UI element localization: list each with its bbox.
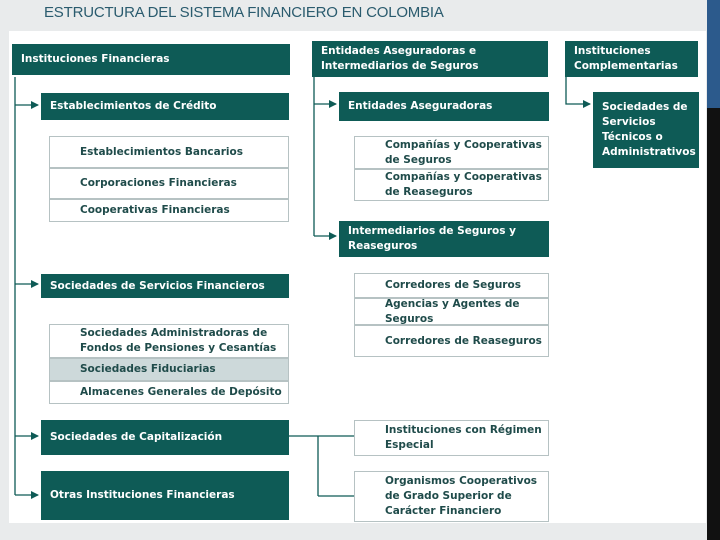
item-companias-seguros: Compañías y Cooperativas de Seguros: [354, 136, 549, 169]
item-sociedades-fiduciarias: Sociedades Fiduciarias: [49, 358, 289, 381]
header-complementarias: Instituciones Complementarias: [565, 41, 698, 77]
item-corporaciones-financieras: Corporaciones Financieras: [49, 168, 289, 199]
item-fondos-pensiones: Sociedades Administradoras de Fondos de Pensiones y Cesantías: [49, 324, 289, 358]
item-agencias-agentes: Agencias y Agentes de Seguros: [354, 298, 549, 325]
group-establecimientos-credito: Establecimientos de Crédito: [41, 93, 289, 120]
group-capitalizacion: Sociedades de Capitalización: [41, 420, 289, 455]
header-aseguradoras-intermediarios: Entidades Aseguradoras e Intermediarios de Seguros: [312, 41, 548, 77]
item-cooperativas-financieras: Cooperativas Financieras: [49, 199, 289, 222]
item-corredores-seguros: Corredores de Seguros: [354, 273, 549, 298]
item-regimen-especial: Instituciones con Régimen Especial: [354, 420, 549, 456]
group-servicios-financieros: Sociedades de Servicios Financieros: [41, 274, 289, 298]
item-establecimientos-bancarios: Establecimientos Bancarios: [49, 136, 289, 168]
header-instituciones-financieras: Instituciones Financieras: [12, 44, 290, 75]
group-otras-instituciones: Otras Instituciones Financieras: [41, 471, 289, 520]
item-corredores-reaseguros: Corredores de Reaseguros: [354, 325, 549, 357]
slide-title: ESTRUCTURA DEL SISTEMA FINANCIERO EN COLOMBIA: [44, 4, 444, 21]
group-intermediarios: Intermediarios de Seguros y Reaseguros: [339, 221, 549, 257]
bracket-line: [289, 436, 354, 496]
item-almacenes-generales: Almacenes Generales de Depósito: [49, 381, 289, 404]
arrow-complementarias: [566, 77, 590, 104]
group-entidades-aseguradoras: Entidades Aseguradoras: [339, 92, 549, 121]
item-organismos-cooperativos: Organismos Cooperativos de Grado Superior de Carácter Financiero: [354, 471, 549, 522]
item-companias-reaseguros: Compañías y Cooperativas de Reaseguros: [354, 169, 549, 201]
group-servicios-tecnicos: Sociedades de Servicios Técnicos o Administrativos: [593, 92, 699, 168]
